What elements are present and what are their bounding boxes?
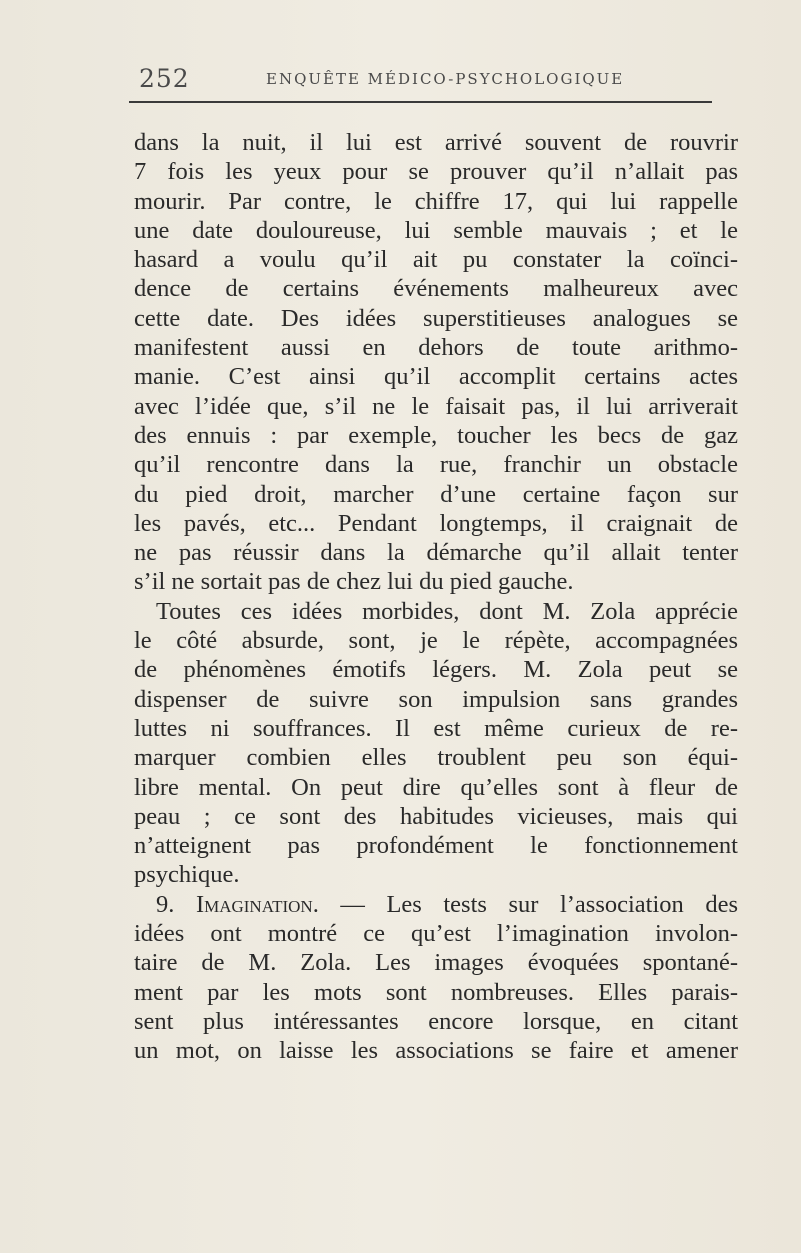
text-line: s’il ne sortait pas de chez lui du pied gauche. bbox=[134, 568, 574, 596]
body-text bbox=[134, 128, 738, 1066]
text-line: dispenser de suivre son impulsion sans grandes bbox=[134, 685, 738, 713]
text-line: hasard a voulu qu’il ait pu constater la coïnci- bbox=[134, 246, 738, 274]
text-line: les pavés, etc... Pendant longtemps, il craignait de bbox=[134, 509, 738, 537]
text-line: cette date. Des idées superstitieuses analogues se bbox=[134, 304, 738, 332]
section-heading-line bbox=[134, 890, 738, 919]
text-line: avec l’idée que, s’il ne le faisait pas, il lui arriverait bbox=[134, 392, 738, 420]
text-line: 7 fois les yeux pour se prouver qu’il n’allait pas bbox=[134, 158, 738, 186]
text-line: marquer combien elles troublent peu son équi- bbox=[134, 744, 738, 772]
text-line: une date douloureuse, lui semble mauvais ; et le bbox=[134, 216, 738, 244]
text-line: ment par les mots sont nombreuses. Elles parais- bbox=[134, 978, 738, 1006]
text-line: peau ; ce sont des habitudes vicieuses, mais qui bbox=[134, 802, 738, 830]
text-line: libre mental. On peut dire qu’elles sont à fleur de bbox=[134, 773, 738, 801]
text-line: manifestent aussi en dehors de toute arithmo- bbox=[134, 334, 738, 362]
section-number: 9. bbox=[156, 890, 175, 918]
header-rule bbox=[129, 101, 712, 103]
text-line: des ennuis : par exemple, toucher les becs de gaz bbox=[134, 421, 738, 449]
text-line: de phénomènes émotifs légers. M. Zola peut se bbox=[134, 656, 738, 684]
text-line: dence de certains événements malheureux avec bbox=[134, 275, 738, 303]
text-line: n’atteignent pas profondément le fonctionnement bbox=[134, 832, 738, 860]
text-line: Toutes ces idées morbides, dont M. Zola apprécie bbox=[156, 597, 738, 625]
text-line: taire de M. Zola. Les images évoquées spontané- bbox=[134, 949, 738, 977]
section-text: — Les tests sur l’association des bbox=[340, 890, 739, 918]
text-line: ne pas réussir dans la démarche qu’il allait tenter bbox=[134, 539, 738, 567]
text-line: psychique. bbox=[134, 861, 240, 889]
text-line: du pied droit, marcher d’une certaine façon sur bbox=[134, 480, 738, 508]
text-line: dans la nuit, il lui est arrivé souvent de rouvrir bbox=[134, 129, 738, 156]
text-line: luttes ni souffrances. Il est même curieux de re- bbox=[134, 714, 738, 742]
text-line: manie. C’est ainsi qu’il accomplit certains actes bbox=[134, 363, 738, 391]
section-title: Imagination. bbox=[195, 890, 319, 918]
text-line: mourir. Par contre, le chiffre 17, qui lui rappelle bbox=[134, 187, 738, 215]
page-number: 252 bbox=[139, 64, 190, 93]
text-line: idées ont montré ce qu’est l’imagination involon- bbox=[134, 920, 738, 948]
text-line: le côté absurde, sont, je le répète, accompagnées bbox=[134, 627, 738, 655]
text-line: qu’il rencontre dans la rue, franchir un obstacle bbox=[134, 451, 738, 479]
text-line: sent plus intéressantes encore lorsque, en citant bbox=[134, 1007, 738, 1035]
running-title: ENQUÊTE MÉDICO-PSYCHOLOGIQUE bbox=[266, 70, 625, 88]
text-line: un mot, on laisse les associations se faire et amener bbox=[134, 1037, 738, 1065]
